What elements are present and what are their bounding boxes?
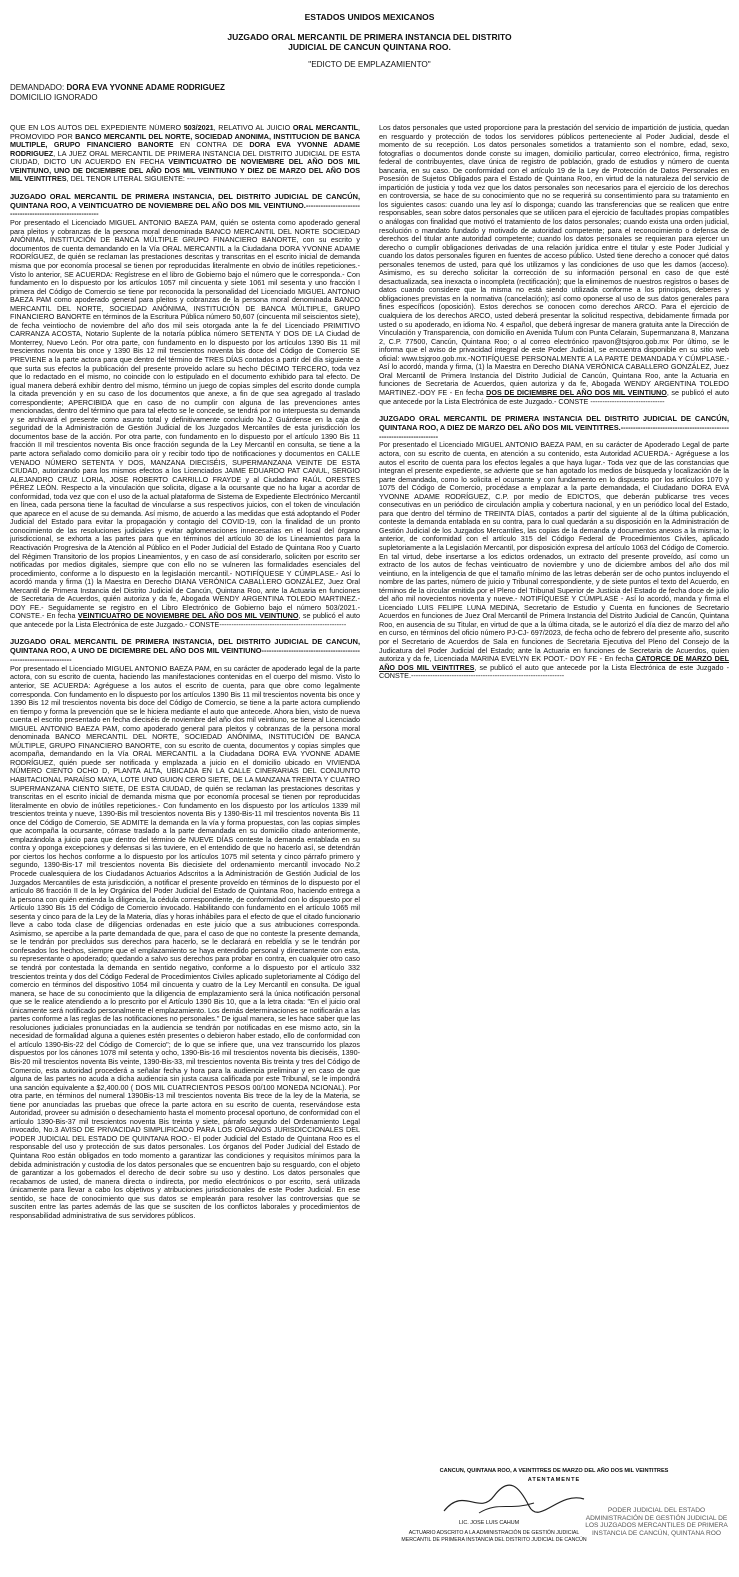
section1-tail: , se publicó el auto que antecede por la Lista Electrónica de este Juzgado.- CONSTE----------------------------------------------------- <box>10 611 360 629</box>
left-column <box>10 124 360 1571</box>
section2-text: Los datos personales que usted proporcione para la prestación del servicio de impartición de justicia, quedan en resguardo y protección de todos los servidores públicos perteneciente al Poder Judicial, desde el momento de su recepción. Los datos personales sometidos a tratamiento son el nombre, edad, sexo, fotografías o documentos donde conste su imagen, domicilio particular, correo electrónico, firma, registro federal de contribuyentes, clave única de registro de población, grado de estudios y número de cuenta bancaria, en su caso. De conformidad con el artículo 19 de la Ley de Protección de Datos Personales en Posesión de Sujetos Obligados para el Estado de Quintana Roo, en virtud de la naturaleza del servicio de impartición de justicia y toda vez que los datos personales son necesarios para el ejercicio de los derechos en controversia, se hace de su conocimiento que no se requerirá su consentimiento para su tratamiento en los siguientes casos: cuando una ley así lo disponga; cuando las transferencias que se realicen que entre responsables, sean sobre datos personales que se utilicen para el ejercicio de facultades propias compatibles o análogas con finalidad que motivó el tratamiento de los datos personales; cuando exista una orden judicial, resolución o mandato fundado y motivado de autoridad competente; para el reconocimiento o defensa de derechos del titular ante autoridad competente; cuando los datos personales se requieran para ejercer un derecho o cumplir obligaciones derivadas de una relación jurídica entre el titular y este Poder Judicial y cuando los datos personales figuren en fuentes de acceso público. Usted tiene derecho a conocer qué datos personales tenemos de usted, para qué los utilizamos y las condiciones de uso que les damos (acceso). Asimismo, es su derecho solicitar la corrección de su información personal en caso de que esté desactualizada, sea inexacta o incompleta (rectificación); que la eliminemos de nuestros registros o bases de datos cuando considere que la misma no está siendo utilizada conforme a los principios, deberes y obligaciones previstas en la normativa (cancelación); así como oponerse al uso de sus datos generales para fines específicos (oposición). Estos derechos se conocen como derechos ARCO. Para el ejercicio de cualquiera de los derechos ARCO, usted deberá presentar la solicitud respectiva, debidamente firmada por usted o su apoderado, en idioma No. 4 español, que deberá ingresar de manera gratuita ante la Dirección de Vinculación y Transparencia, con domicilio en Avenida Tulum con Punta Celarain, Supermanzana 8, Manzana 2, C.P. 77500, Cancún, Quintana Roo; o al correo electrónico rpavon@tsjqroo.gob.mx Por último, se le informa que el aviso de privacidad integral de este Poder Judicial, se encuentra disponible en su sitio web oficial: www.tsjqroo.gob.mx.-NOTIFÍQUESE PERSONALMENTE A LA PARTE DEMANDADA Y CÚMPLASE.- Así lo acordó, manda y firma, (1) la Maestra en Derecho DIANA VERÓNICA CABALLERO GONZÁLEZ, Juez Oral Mercantil de Primera Instancia del Distrito Judicial de Cancún, Quintana Roo, ante la Actuaria en funciones de Secretaria de Acuerdos, quien autoriza y da fe, Abogada WENDY ARGENTINA TOLEDO MARTINEZ.-DOY FE - En fecha <box>379 124 729 397</box>
plaintiff-name: BANCO MERCANTIL DEL NORTE, SOCIEDAD ANONIMA, INSTITUCION DE BANCA MULTIPLE, GRUPO FINANCIERO BANORTE <box>10 131 360 150</box>
section3-publication-date: CATORCE DE MARZO DEL AÑO DOS MIL VEINTITRES <box>379 654 729 672</box>
section3-tail: , se publicó el auto que antecede por la Lista Electrónica de este Juzgado - CONSTE.---------------------------------------------------------------- <box>379 662 729 681</box>
intro-text: , DEL TENOR LITERAL SIGUIENTE: ------------------------------------------------ <box>66 174 302 184</box>
intro-text: , LA JUEZ ORAL MERCANTIL DE PRIMERA INSTANCIA DEL DISTRITO JUDICIAL DE ESTA CIUDAD, DICTO UN ACUERDO EN FECHA <box>10 148 360 167</box>
signature-closing: ATENTAMENTE <box>527 1477 581 1483</box>
juicio-type: ORAL MERCANTIL <box>292 124 359 132</box>
defendant-name: DORA EVA YVONNE ADAME RODRIGUEZ <box>10 140 360 158</box>
intro-paragraph <box>10 124 360 184</box>
court-heading-line2: JUDICIAL DE CANCUN QUINTANA ROO. <box>288 42 451 52</box>
section3-body <box>379 441 729 680</box>
handwritten-signature-icon <box>439 1481 589 1521</box>
court-heading <box>10 32 729 52</box>
demand-block <box>10 83 729 103</box>
section2-body-continued <box>379 124 729 406</box>
intro-text: QUE EN LOS AUTOS DEL EXPEDIENTE NÚMERO <box>10 124 184 132</box>
signature-place-date: CANCUN, QUINTANA ROO, A VEINTITRES DE MARZO DEL AÑO DOS MIL VEINTITRES <box>439 1468 669 1474</box>
section1-body <box>10 219 360 629</box>
country-heading: ESTADOS UNIDOS MEXICANOS <box>304 12 435 22</box>
text-columns <box>10 124 729 1571</box>
signer-name: LIC. JOSE LUIS CAHUM <box>458 1520 520 1526</box>
stamp-line: INSTANCIA DE CANCÚN, QUINTANA ROO <box>591 1529 722 1537</box>
signer-role-line1: ACTUARIO ADSCRITO A LA ADMINISTRACIÓN DE GESTIÓN JUDICIAL <box>408 1530 580 1536</box>
intro-text: , PROMOVIDO POR <box>10 124 360 141</box>
intro-text: , RELATIVO AL JUICIO <box>213 124 293 132</box>
edict-title: "EDICTO DE EMPLAZAMIENTO" <box>308 60 431 69</box>
section2-body: Por presentado el Licenciado MIGUEL ANTONIO BAEZA PAM, en su carácter de apoderado legal de la parte actora, con su escrito de cuenta, haciendo las manifestaciones contenidas en el cuerpo del mismo. Visto lo anterior, SE ACUERDA: Agréguese a los autos el escrito de cuenta, para que obre como legalmente corresponda. Con fundamento en lo dispuesto por los artículos 1390 Bis 11 mil trescientos noventa bis once y 1390 Bis 12 mil trescientos noventa bis doce del Código de Comercio, se tiene a la parte actora cumpliendo en tiempo y forma la prevención que se le hiciera mediante el auto que antecede. Ahora bien, visto de nueva cuenta el escrito presentado en fecha dieciséis de noviembre del año dos mil veintiuno, se tiene al Licenciado MIGUEL ANTONIO BAEZA PAM, como apoderado general para pleitos y cobranzas de la persona moral denominada BANCO MERCANTIL DEL NORTE, SOCIEDAD ANÓNIMA, INSTITUCIÓN DE BANCA MÚLTIPLE, GRUPO FINANCIERO BANORTE, con su escrito de cuenta, documentos y copias simples que acompaña, demandando en la Vía ORAL MERCANTIL a la Ciudadana DORA EVA YVONNE ADAME RODRÍGUEZ, quién puede ser notificada y emplazada a juicio en el domicilio ubicado en VIVIENDA NÚMERO CIENTO OCHO D, PLANTA ALTA, UBICADA EN LA CALLE CINERARIAS DEL CONJUNTO HABITACIONAL PARAÍSO MAYA, LOTE UNO GUION CERO SIETE, DE LA MANZANA TREINTA Y CUATRO SUPERMANZANA CIENTO SIETE, DE ESTA CIUDAD, de quién se reclaman las prestaciones descritas y transcritas en el escrito inicial de demanda misma que por economía procesal se tienen por reproducidas literalmente en obvio de inútiles repeticiones.- Con fundamento en los dispuesto por los artículos 1339 mil trescientos treinta y nueve, 1390-Bis mil trescientos noventa Bis y 1390-Bis-11 mil trescientos noventa Bis 11 once del Código de Comercio, SE ADMITE la demanda en la vía y forma propuestas, con las copias simples que acompaña la ocursante, córrase traslado a la parte demandada en su domicilio citado anteriormente, emplazándola a juicio para que dentro del término de NUEVE DÍAS conteste la demanda entablada en su contra y oponga excepciones y defensas si las tuviere, en el entendido de que no hacerlo así, se detendrán por ciertos los hechos conforme a lo dispuesto por los artículos 1075 mil setenta y cinco párrafo primero y segundo, 1390-Bis-17 mil trescientos noventa Bis diecisiete del ordenamiento mercantil invocado No.2 Procede cualesquiera de los Ciudadanos Actuarios Adscritos a la Administración de Gestión Judicial de los Juzgados Mercantiles de esta jurisdicción, a notificar el presente proveído en términos de lo dispuesto por el artículo 86 fracción II de la ley Orgánica del Poder Judicial del Estado de Quintana Roo, haciendo entrega a la persona con quién entienda la diligencia, la cédula correspondiente, de conformidad con lo dispuesto por el Artículo 1390 Bis 15 del Código de Comercio invocado. Habilitando con fundamento en el artículo 1065 mil sesenta y cinco para de la Ley de la Materia, días y horas inhábiles para el efecto de que el citado funcionario lleve a cabo toda clase de diligencias ordenadas en este juicio que a sus atribuciones corresponda. Asimismo, se apercibe a la parte demandada de que, para el caso de que no conteste la presente demanda, se le tendrán por precluidos sus derechos para hacerlo, se le declarará en rebeldía y se le tendrán por confesados los hechos, siempre que el emplazamiento se haya entendido personal y directamente con esta, su representante o apoderado; quedando a salvo sus derechos para probar en contra, en cualquier otro caso se tendrá por contestada la demanda en sentido negativo, conforme a lo dispuesto por el artículo 332 trescientos treinta y dos del Código Federal de Procedimientos Civiles aplicado supletoriamente al Código del comercio en términos del dispositivo 1054 mil cincuenta y cuatro de la Ley Mercantil en consulta. De igual manera, se hace de su conocimiento que la diligencia de emplazamiento será la única notificación personal que se le realice atendiendo a lo prescrito por el Artículo 1390 Bis 10, que a la letra citada: "En el juicio oral únicamente será notificado personalmente el emplazamiento. Los demás determinaciones se notificarán a las partes conforme a las reglas de las notificaciones no personales." De igual manera, se les hace saber que las resoluciones judiciales pronunciadas en la audiencia se tendrán por notificadas en ese mismo acto, sin la necesidad de formalidad alguna a quienes estén presentes o debieron haber estado, ello de conformidad con el artículo 1390-Bis-22 del Código de Comercio"; de lo que se infiere que, una vez transcurrido los plazos dispuestos por los cánones 1078 mil setenta y ocho, 1390-Bis-16 mil trescientos noventa bis dieciséis, 1390-Bis-20 mil trescientos noventa Bis veinte, 1390-Bis-33, mil trescientos noventa Bis treinta y tres del Código de Comercio, esta autoridad procederá a señalar fecha y hora para la audiencia preliminar y en caso de que alguna de las partes no acuda a dicha audiencia sin justa causa calificada por este Tribunal, se le impondrá una sanción equivalente a $2,400.00 ( DOS MIL CUATRCIENTOS PESOS 00/100 MONEDA NCIONAL). Por otra parte, en términos del numeral 1390Bis-13 mil trescientos noventa Bis trece de la ley de la Materia, se tiene por anunciadas las pruebas que ofrece la parte actora en su escrito de cuenta, reservándose esta Autoridad, proveer su admisión o desechamiento hasta el momento procesal oportuno, de conformidad con el artículo 1390-Bis-37 mil trescientos noventa Bis treinta y siete, párrafo segundo del Ordenamiento Legal invocado, No.3 AVISO DE PRIVACIDAD SIMPLIFICADO PARA LOS ORGANOS JURISDICCIONALES DEL PODER JUDICIAL DEL ESTADO DE QUINTANA ROO.- El poder Judicial del Estado de Quintana Roo es el responsable del uso y protección de sus datos personales. Los órganos del Poder Judicial del Estado de Quintana Roo están obligados en todo momento a garantizar las condiciones y requisitos mínimos para la debida administración y custodia de los datos personales que se encuentren bajo su resguardo, con el objeto de garantizar a los gobernados el derecho de decir sobre su uso y destino. Los datos personales que recabamos de usted, de manera directa o indirecta, por medio electrónicos o por escrito, será utilizada únicamente para llevar a cabo los objetivos y atribuciones jurisdiccionales de este Poder Judicial. En ese sentido, se hace de conocimiento que sus datos se emplearán para resolver las controversias que se susciten entre las partes además de las que se susciten de los conflictos laborales y procedimientos de responsabilidad administrativa de sus servidores públicos. <box>10 663 360 1220</box>
signer-role-line2: MERCANTIL DE PRIMERA INSTANCIA DEL DISTRITO JUDICIAL DE CANCÚN <box>401 1537 587 1543</box>
expediente-number: 503/2021 <box>183 124 214 132</box>
section2-publication-date: DOS DE DICIEMBRE DEL AÑO DOS MIL VEINTIUNO <box>486 387 667 397</box>
court-stamp <box>584 1507 729 1569</box>
section1-publication-date: VEINTICUATRO DE NOVIEMBRE DEL AÑO DOS MIL VEINTIUNO <box>77 611 299 621</box>
stamp-line: ADMINISTRACIÓN DE GESTIÓN JUDICIAL DE <box>585 1514 728 1522</box>
defendant-name: DORA EVA YVONNE ADAME RODRIGUEZ <box>66 83 225 92</box>
court-heading-line1: JUZGADO ORAL MERCANTIL DE PRIMERA INSTANCIA DEL DISTRITO <box>227 32 512 42</box>
defendant-line <box>10 83 729 93</box>
section1-text: Por presentado el Licenciado MIGUEL ANTONIO BAEZA PAM, quién se ostenta como apoderado general para pleitos y cobranzas de la persona moral denominada BANCO MERCANTIL DEL NORTE SOCIEDAD ANÓNIMA, INSTITUCIÓN DE BANCA MÚLTIPLE GRUPO FINANCIERO BANORTE, con su escrito y documentos de cuenta demandando en la Vía ORAL MERCANTIL a la Ciudadana DORA YVONNE ADAME RODRÍGUEZ, de quién se reclaman las prestaciones descritas y transcritas en el escrito inicial de demanda misma que por economía procesal se tienen por reproducidas literalmente en obvio de inútiles repeticiones.- Visto lo anterior, SE ACUERDA: Regístrese en el libro de Gobierno bajo el número que le corresponda.- Con fundamento en lo dispuesto por los artículos 1057 mil cincuenta y siete 1061 mil sesenta y uno fracción I primera del Código de Comercio se tiene por reconocida la personalidad del Licenciado MIGUEL ANTONIO BAEZA PAM como apoderado general para pleitos y cobranzas de la persona moral denominada BANCO MERCANTIL DEL NORTE, SOCIEDAD ANÓNIMA, INSTITUCIÓN DE BANCA MÚLTIPLE, GRUPO FINANCIERO BANORTE en términos de la Escritura Pública número 50,607 (cincuenta mil seiscientos siete), de fecha veintiocho de noviembre del año dos mil seis otorgada ante la fe del Licenciado PRIMITIVO CARRANZA ACOSTA, Notario Suplente de la notaría pública número SETENTA Y DOS DE LA Ciudad de Monterrey, Nuevo León. Por otra parte, con fundamento en lo dispuesto por los artículos 1390 Bis 11 mil trescientos noventa bis once y 1390 Bis 12 mil trescientos noventa bis doce del Código de Comercio SE PREVIENE a la parte actora para que dentro del término de TRES DÍAS contados a partir del día siguiente a que surta sus efectos la publicación del presente proveído aclare su hecho DÉCIMO TERCERO, toda vez que lo redactado en el mismo, no coincide con lo estipulado en el documento exhibido para tal efecto. De igual manera deberá exhibir dentro del mismo, término un juego de copias simples del escrito donde cumpla la citada prevención y en su caso de los documentos que anexe, a fin de que sea agregado al traslado correspondiente; APERCIBIDA que en caso de no cumplir con alguna de las prevenciones antes mencionadas, dentro del término que para tal efecto se le concede, se tendrá por no interpuesta su demanda y se archivará el presente como asunto total y definitivamente concluido No.2 Guárdense en la caja de seguridad de la Administración de Gestión Judicial de los Juzgados Mercantiles de esta jurisdicción los documentos base de la acción. Por otra parte, con fundamento en lo dispuesto por el artículo 1390 Bis 11 fracción II mil trescientos noventa Bis once fracción segunda de la Ley Mercantil en consulta, se tiene a la parte actora señalado como domicilio para oír y recibir todo tipo de notificaciones y documentos en CALLE VENADO NÚMERO SETENTA Y DOS, MANZANA DIECISÉIS, SUPERMANZANA VEINTE DE ESTA CIUDAD, autorizando para los mismos efectos a los Licenciados JAIME EDUARDO PAT CANUL, SERGIO ALEJANDRO CRUZ LORIA, JOSE ROBERTO CARRILLO FRAYDE y al Ciudadano RAÚL ORESTES PÉREZ LEÓN. Respecto a la vinculación que solicita, dígase a la ocursante que no ha lugar a acordar de conformidad, toda vez que con el uso de la actual plataforma de Sistema de Expediente Electrónico Mercantil en línea, cada persona tiene la facultad de vincularse a sus respectivos juicios, con el token de vinculación que aparece en el acuse de su demanda. Así mismo, de acuerdo a las medidas que está adoptando el Poder Judicial del Estado para evitar la propagación y contagio del COVID-19, con la finalidad de un pronto conocimiento de las resoluciones judiciales y evitar aglomeraciones innecesarias en el local del órgano jurisdiccional, se exhorta a las partes para que en términos del artículo 30 de los Lineamientos para la Reactivación Progresiva de la Atención al Público en el Poder Judicial del Estado de Quintana Roo y Cuarto del Régimen Transitorio de los propios Lineamientos, y en caso de así considerarlo, soliciten por escrito ser notificadas por medios digitales, siempre que con ello no se vulneren las formalidades esenciales del procedimiento, conforme a lo dispuesto en la legislación mercantil.- NOTIFÍQUESE Y CÚMPLASE.- Así lo acordó manda y firma (1) la Maestra en Derecho DIANA VERÓNICA CABALLERO GONZÁLEZ, Juez Oral Mercantil de Primera Instancia del Distrito Judicial de Cancún, Quintana Roo, ante la Actuaria en funciones de Secretaria de Acuerdos, quién autoriza y da fe, Abogada WENDY ARGENTINA TOLEDO MARTINEZ.- DOY FE.- Seguidamente se registro en el Libro Electrónico de Gobierno bajo el número 503/2021.- CONSTE.- En fecha <box>10 218 360 621</box>
agreement-dates: VEINTICUATRO DE NOVIEMBRE DEL AÑO DOS MIL VEINTIUNO, UNO DE DICIEMBRE DEL AÑO DOS MIL VEINTIUNO Y DIEZ DE MARZO DEL AÑO DOS MIL VEINTITRES <box>10 157 360 184</box>
signature-block <box>379 1467 729 1571</box>
intro-text: EN CONTRA DE <box>173 140 250 150</box>
section1-heading: JUZGADO ORAL MERCANTIL DE PRIMERA INSTANCIA, DEL DISTRITO JUDICIAL DE CANCÚN, QUINTANA ROO, A VEINTICUATRO DE NOVIEMBRE DEL AÑO DOS MIL VEINTIUNO.---------------------------------------------------------- <box>10 191 360 219</box>
stamp-line: PODER JUDICIAL DEL ESTADO <box>607 1507 706 1514</box>
domicile-line: DOMICILIO IGNORADO <box>10 93 98 102</box>
right-column <box>379 124 729 1571</box>
section2-tail: , se publicó el auto que antecede por la Lista Electrónica de este Juzgado.- CONSTE ------------------------------- <box>379 387 729 406</box>
section2-heading: JUZGADO ORAL MERCANTIL DE PRIMERA INSTANCIA, DEL DISTRITO JUDICIAL DE CANCUN, QUINTANA ROO, A UNO DE DICIEMBRE DEL AÑO DOS MIL VEINTIUNO----------------------------------------------------------------- <box>10 637 360 665</box>
section3-heading: JUZGADO ORAL MERCANTIL DE PRIMERA INSTANCIA DEL DISTRITO JUDICIAL DE CANCÚN, QUINTANA ROO, A DIEZ DE MARZO DEL AÑO DOS MIL VEINTITRES.-------------------------------------------------------------------- <box>379 414 729 441</box>
section3-text: Por presentado el Licenciado MIGUEL ANTONIO BAEZA PAM, en su carácter de Apoderado Legal de parte actora, con su escrito de cuenta, en atención a su contenido, esta Autoridad ACUERDA.- Agréguese a los autos el escrito de cuenta para los efectos legales a que haya lugar.- Toda vez que de las constancias que integran el presente expediente, se advierte que se han agotado los medios de búsqueda y localización de la parte demandada, como lo solicita el ocursante y con fundamento en lo dispuesto por los artículos 1070 y 1075 del Código de Comercio, procédase a emplazar a la parte demandada, el Ciudadano DORA EVA YVONNE ADAME RODRÍGUEZ, C.P. por medio de EDICTOS, que deberán publicarse tres veces consecutivas en un periódico de circulación amplia y cobertura nacional, y en un periódico local del Estado, para que dentro del término de TREINTA DÍAS, contados a partir del siguiente al de la última publicación, conteste la demanda entablada en su contra, para lo cual quedarán a su disposición en la Administración de Gestión Judicial de los Juzgados Mercantiles, las copias de la demanda y documentos anexos a la misma; lo anterior, de conformidad con el artículo 315 del Código Federal de Procedimientos Civiles, aplicado supletoriamente a la Legislación Mercantil, por disposición expresa del artículo 1063 del Código de Comercio. En tal virtud, debe insertarse a los edictos ordenados, un extracto del presente proveído, así como un extracto de los autos de fechas veinticuatro de noviembre y uno de diciembre ambos del año dos mil veintiuno, en la inteligencia de que el tamaño mínimo de las letras deberán ser de ocho puntos incluyendo el nombre de las partes, número de juicio y Tribunal correspondiente, y de siete puntos el texto del Acuerdo, en términos de la circular emitida por el Pleno del Tribunal Superior de Justicia del Estado de fecha doce de julio del año mil novecientos noventa y nueve.- NOTIFÍQUESE Y CÚMPLASE - Así lo acordó, manda y firma el Licenciado LUIS FELIPE LUNA MEDINA, Secretario de Estudio y Cuenta en funciones de Secretario Acuerdos en funciones de Juez Oral Mercantil de Primera Instancia del Distrito Judicial de Cancún, Quintana Roo, en ausencia de su Titular, en virtud de que a la última citada, se le autorizó el día diez de marzo del año en curso, en términos del oficio número PJ-CJ- 697/2023, de fecha ocho de febrero del presente año, suscrito por el Secretario de Acuerdos de Sala en funciones de Secretaria Ejecutiva del Pleno del Consejo de la Judicatura del Poder Judicial del Estado; ante la Actuaria en funciones de Secretaria de Acuerdos, quien autoriza y da fe, Licenciada MARINA EVELYN EK POOT.- DOY FE - En fecha <box>379 440 729 664</box>
stamp-line: LOS JUZGADOS MERCANTILES DE PRIMERA <box>585 1522 728 1530</box>
defendant-label: DEMANDADO: <box>10 83 67 92</box>
